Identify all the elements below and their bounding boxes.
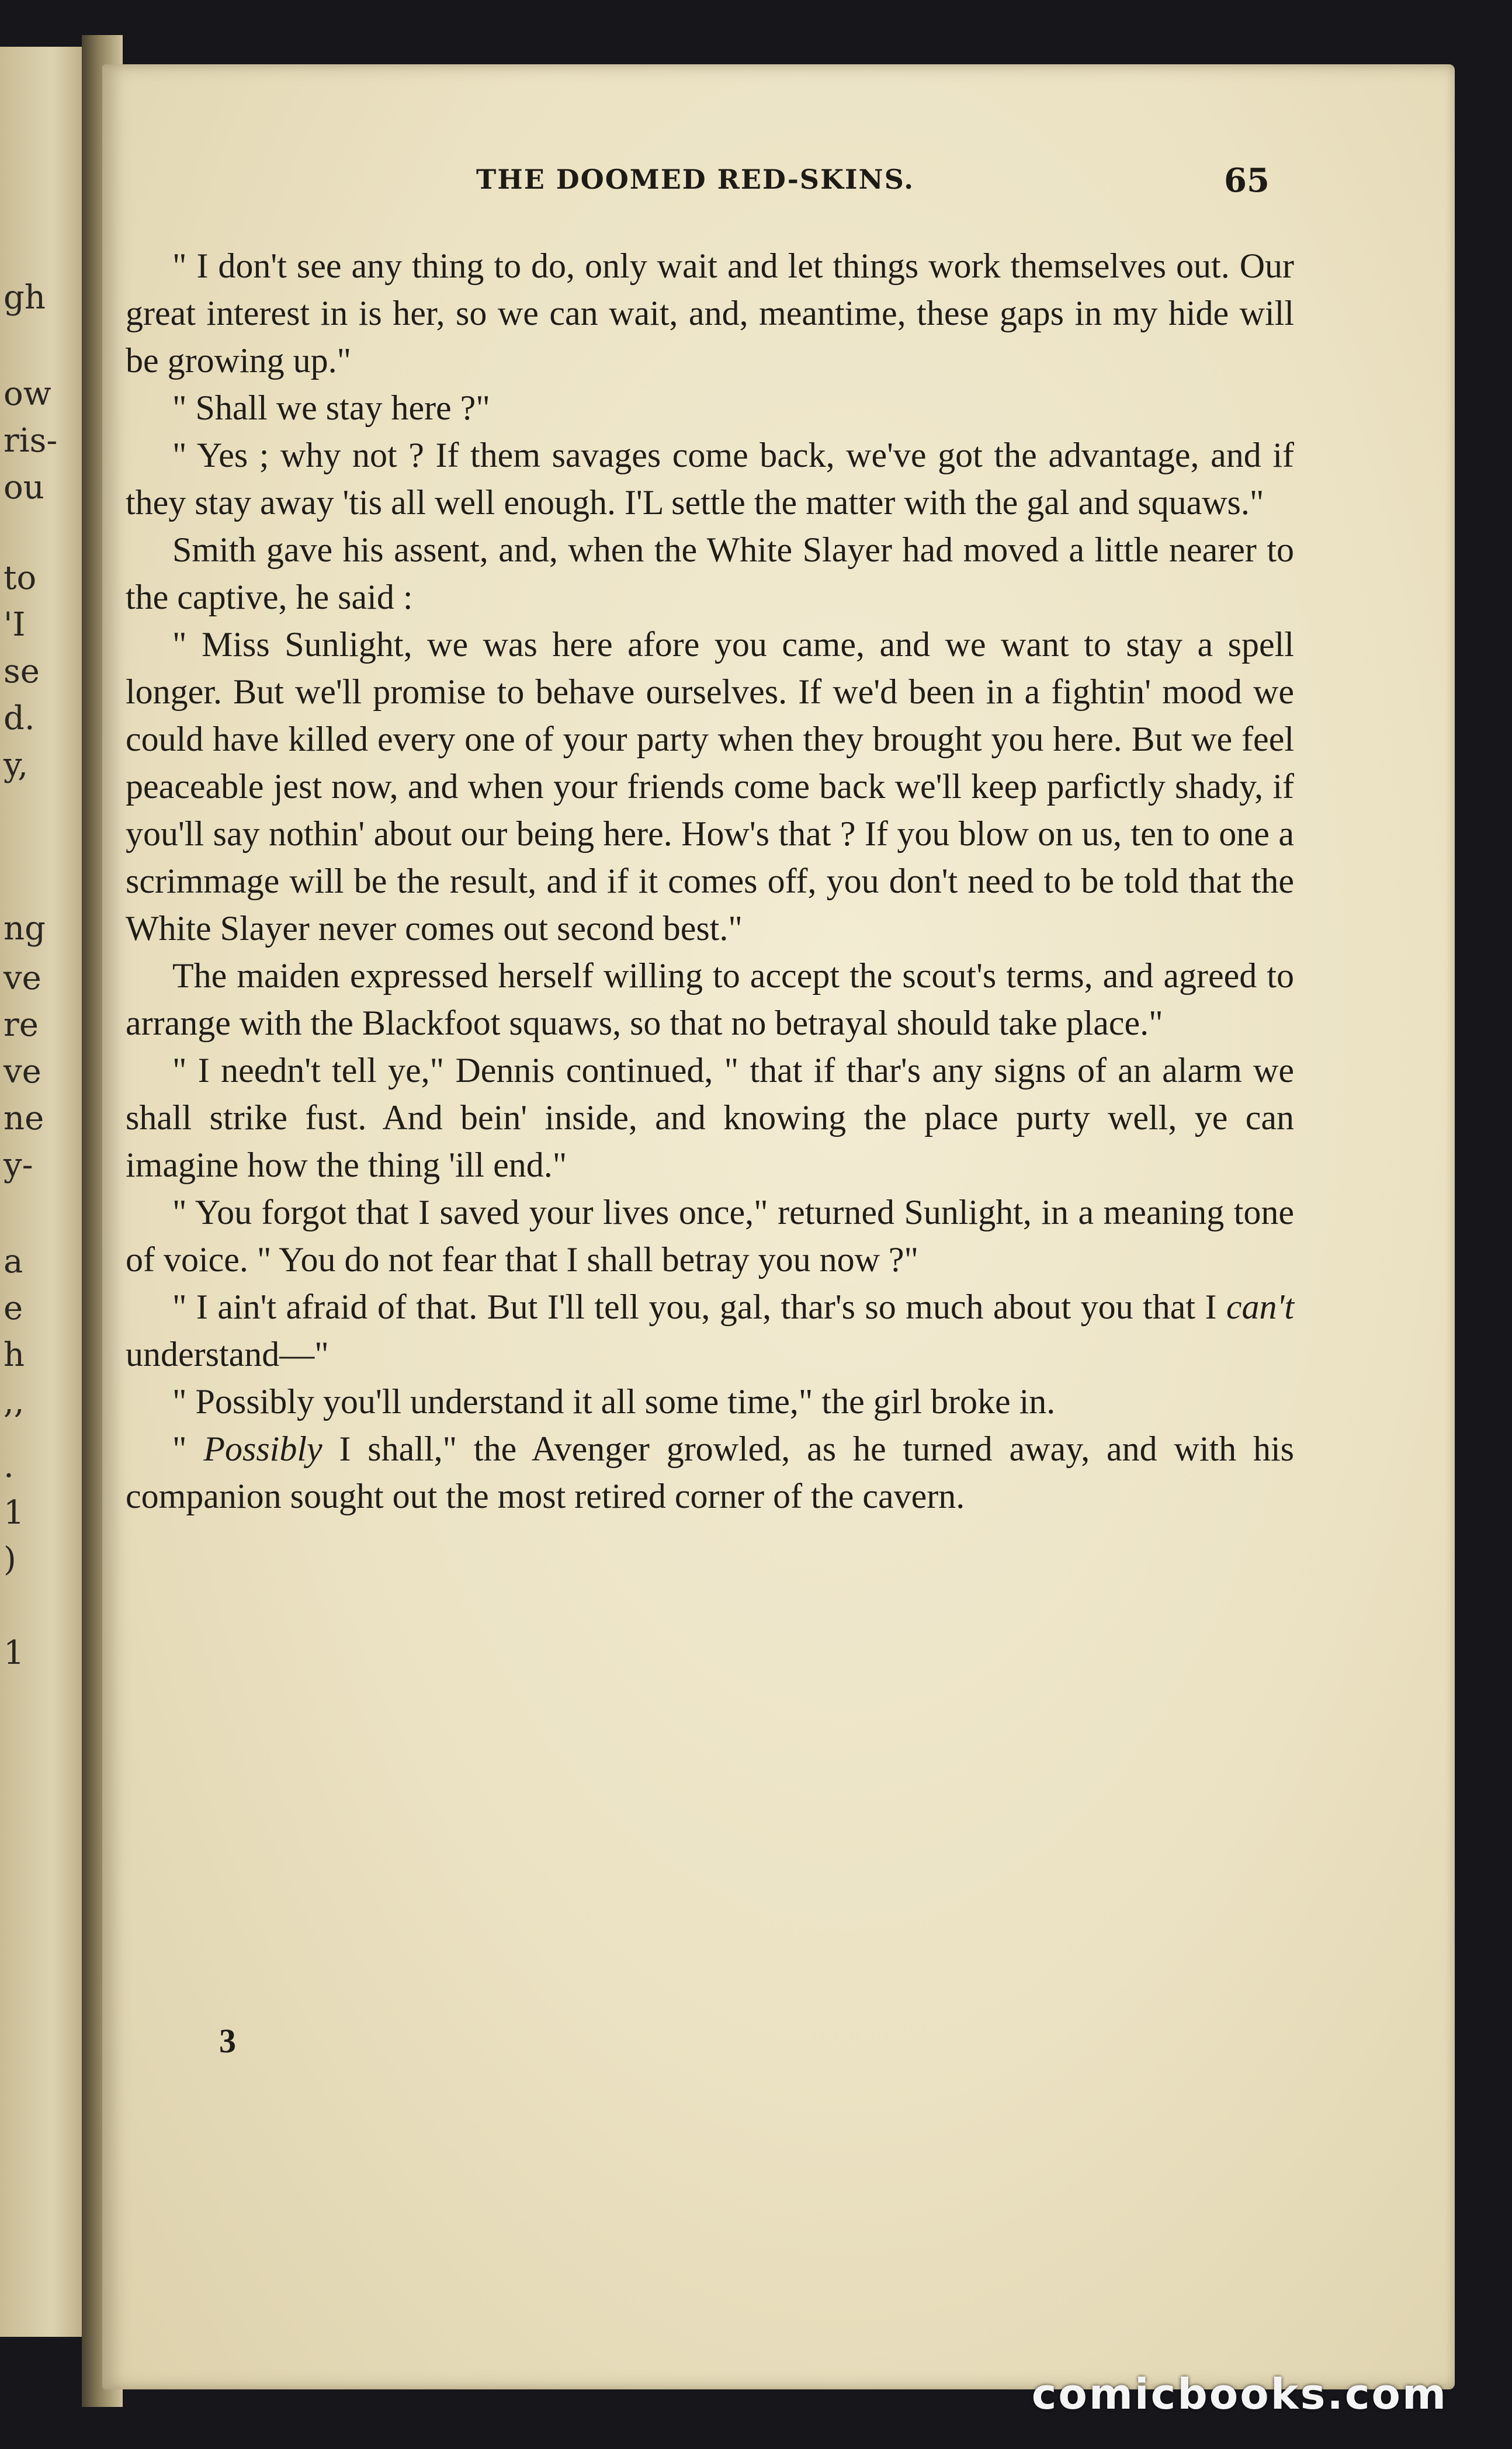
paragraph-text: " I ain't afraid of that. But I'll tell you, gal, thar's so much about you that I xyxy=(172,1288,1226,1326)
left-page-fragment: ,, xyxy=(4,1383,25,1421)
italic-word: can't xyxy=(1226,1288,1294,1326)
book-page xyxy=(102,64,1455,2389)
left-page-fragment: gh xyxy=(4,279,46,317)
previous-page-edge xyxy=(0,47,88,2337)
paragraph: " Possibly you'll understand it all some time," the girl broke in. xyxy=(172,1382,1056,1421)
paragraph: " I don't see any thing to do, only wait and let things work themselves out. Our great interest in is her, so we can wait, and, meantime, these gaps in my hide will be growing up." xyxy=(126,247,1294,380)
left-page-fragment: to xyxy=(4,559,37,597)
page-number: 65 xyxy=(1224,161,1270,200)
left-page-fragment: d. xyxy=(4,699,35,737)
left-page-fragment: ) xyxy=(4,1541,16,1579)
paragraph: Smith gave his assent, and, when the White Slayer had moved a little nearer to the captive, he said : xyxy=(126,530,1294,616)
paragraph: " Shall we stay here ?" xyxy=(172,388,490,427)
left-page-fragment: ve xyxy=(4,959,41,997)
paragraph: The maiden expressed herself willing to accept the scout's terms, and agreed to arrange with the Blackfoot squaws, so that no betrayal should take place." xyxy=(126,956,1294,1042)
paragraph: " You forgot that I saved your lives once," returned Sunlight, in a meaning tone of voice. " You do not fear that I shall betray you now ?" xyxy=(126,1193,1294,1279)
left-page-fragment: a xyxy=(4,1243,23,1281)
body-text xyxy=(126,242,1294,1520)
paragraph: " I needn't tell ye," Dennis continued, " that if thar's any signs of an alarm we shall strike fust. And bein' inside, and knowing the place purty well, ye can imagine how the thing 'ill end." xyxy=(126,1051,1294,1184)
italic-word: Possibly xyxy=(203,1430,322,1468)
left-page-fragment: h xyxy=(4,1336,25,1374)
left-page-fragment: ne xyxy=(4,1099,44,1137)
paragraph-text: understand—" xyxy=(126,1335,329,1373)
left-page-fragment: 'I xyxy=(4,606,26,644)
left-page-fragment: ng xyxy=(4,910,46,948)
left-page-fragment: ow xyxy=(4,375,51,413)
left-page-fragment: 1 xyxy=(4,1634,25,1672)
paragraph-with-italic xyxy=(126,1425,1294,1520)
paragraph: " Miss Sunlight, we was here afore you came, and we want to stay a spell longer. But we'll promise to behave ourselves. If we'd been in a fightin' mood we could have killed every one of your party when they brought you here. But we feel peaceable jest now, and when your friends come back we'll keep parfictly shady, if you'll say nothin' about our being here. How's that ? If you blow on us, ten to one a scrimmage will be the result, and if it comes off, you don't need to be told that the White Slayer never comes out second best." xyxy=(126,625,1294,948)
left-page-fragment: 1 xyxy=(4,1494,25,1532)
watermark: comicbooks.com xyxy=(1031,2370,1448,2419)
running-title: THE DOOMED RED-SKINS. xyxy=(476,164,915,195)
paragraph-text: " xyxy=(172,1430,204,1468)
paragraph: " Yes ; why not ? If them savages come back, we've got the advantage, and if they stay away 'tis all well enough. I'L settle the matter with the gal and squaws." xyxy=(126,436,1294,522)
left-page-fragment: y, xyxy=(4,746,28,784)
paragraph-with-italic xyxy=(126,1284,1294,1378)
left-page-fragment: ou xyxy=(4,469,44,507)
left-page-fragment: y- xyxy=(4,1146,33,1184)
left-page-fragment: ve xyxy=(4,1053,41,1091)
signature-mark: 3 xyxy=(219,2022,236,2060)
left-page-fragment: ris- xyxy=(4,422,58,460)
paragraph-text: I shall," the Avenger growled, as he turned away, and with his companion sought out the most retired corner of the cavern. xyxy=(126,1430,1295,1515)
left-page-fragment: e xyxy=(4,1289,23,1327)
left-page-fragment: se xyxy=(4,653,40,691)
left-page-fragment: . xyxy=(4,1447,14,1485)
left-page-fragment: re xyxy=(4,1006,39,1044)
